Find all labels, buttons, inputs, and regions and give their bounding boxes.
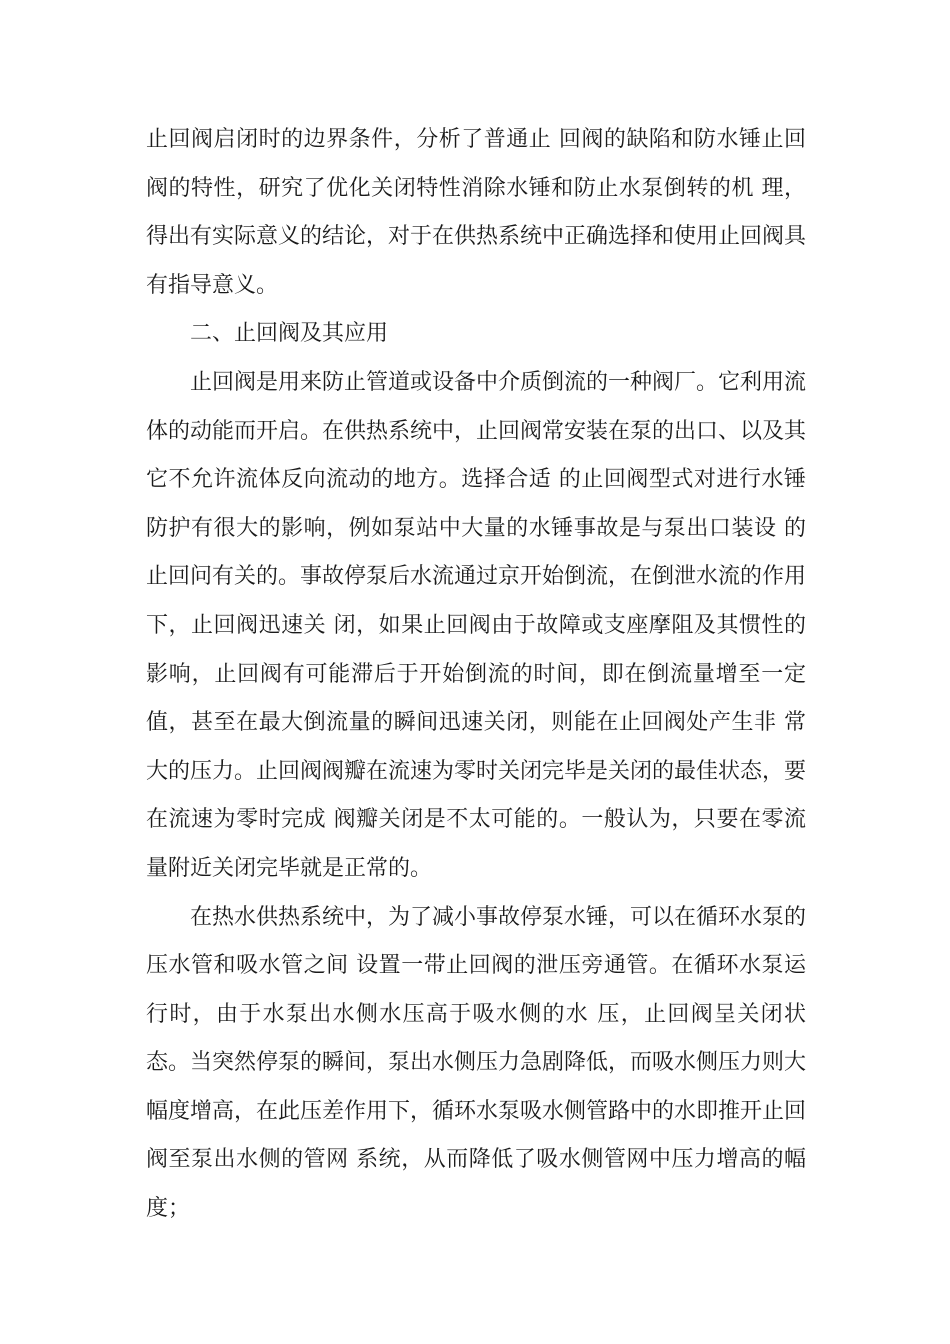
section-heading-check-valve: 二、止回阀及其应用 (190, 321, 389, 347)
paragraph-intro-continuation: 止回阀启闭时的边界条件，分析了普通止 回阀的缺陷和防水锤止回阀的特性，研究了优化关闭特性消除水锤和防止水泵倒转的机 理，得出有实际意义的结论，对于在供热系统中正确选择和使用止回阀具有指导意义。 (146, 127, 807, 298)
paragraph-check-valve-application: 止回阀是用来防止管道或设备中介质倒流的一种阀厂。它利用流体的动能而开启。在供热系统中，止回阀常安装在泵的出口、以及其它不允许流体反向流动的地方。选择合适 的止回阀型式对进行水锤防护有很大的影响，例如泵站中大量的水锤事故是与泵出口装设 的止回问有关的。事故停泵后水流通过京开始倒流，在倒泄水流的作用下，止回阀迅速关 闭，如果止回阀由于故障或支座摩阻及其惯性的影响，止回阀有可能滞后于开始倒流的时间，即在倒流量增至一定值，甚至在最大倒流量的瞬间迅速关闭，则能在止回阀处产生非 常大的压力。止回阀阀瓣在流速为零时关闭完毕是关闭的最佳状态，要在流速为零时完成 阀瓣关闭是不太可能的。一般认为，只要在零流量附近关闭完毕就是正常的。 (146, 369, 807, 881)
paragraph-hot-water-system: 在热水供热系统中，为了减小事故停泵水锤，可以在循环水泵的压水管和吸水管之间 设置一带止回阀的泄压旁通管。在循环水泵运行时，由于水泵出水侧水压高于吸水侧的水 压，止回阀呈关闭状态。当突然停泵的瞬间，泵出水侧压力急剧降低，而吸水侧压力则大 幅度增高，在此压差作用下，循环水泵吸水侧管路中的水即推开止回阀至泵出水侧的管网 系统，从而降低了吸水侧管网中压力增高的幅度； (146, 904, 807, 1222)
document-page (146, 116, 806, 1234)
